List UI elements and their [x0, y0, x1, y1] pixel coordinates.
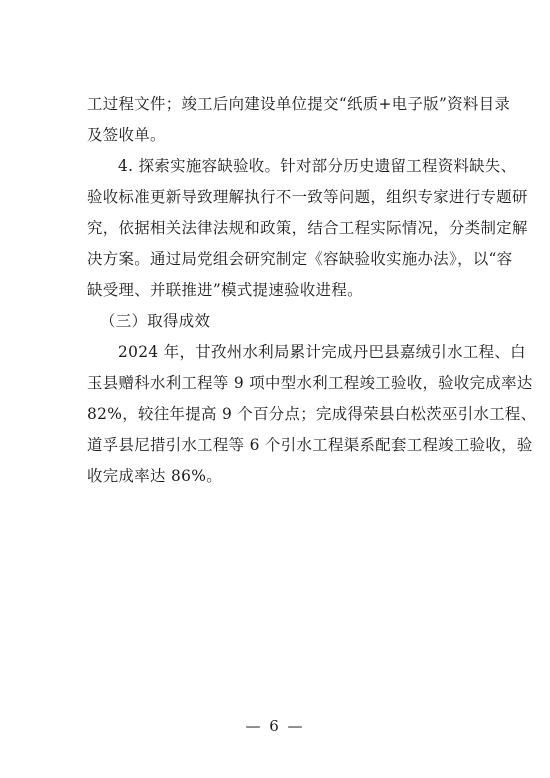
text-line: 验收标准更新导致理解执行不一致等问题，组织专家进行专题研 [87, 188, 528, 206]
text-line: 2024 年，甘孜州水利局累计完成丹巴县嘉绒引水工程、白 [118, 343, 526, 361]
section-heading: （三）取得成效 [100, 312, 211, 330]
text-line: 82%，较往年提高 9 个百分点；完成得荣县白松茨巫引水工程、 [87, 405, 537, 423]
text-line: 缺受理、并联推进”模式提速验收进程。 [87, 281, 363, 299]
text-line: 4. 探索实施容缺验收。针对部分历史遗留工程资料缺失、 [118, 157, 517, 175]
text-line: 决方案。通过局党组会研究制定《容缺验收实施办法》，以“容 [87, 250, 513, 268]
text-line: 玉县赠科水利工程等 9 项中型水利工程竣工验收，验收完成率达 [87, 374, 533, 392]
text-line: 究，依据相关法律法规和政策，结合工程实际情况，分类制定解 [87, 219, 528, 237]
text-line: 及签收单。 [87, 126, 166, 144]
text-line: 工过程文件；竣工后向建设单位提交“纸质+电子版”资料目录 [87, 95, 511, 113]
page-number: — 6 — [245, 717, 305, 735]
text-line: 收完成率达 86%。 [87, 467, 222, 485]
text-line: 道孚县尼措引水工程等 6 个引水工程渠系配套工程竣工验收，验 [87, 436, 533, 454]
